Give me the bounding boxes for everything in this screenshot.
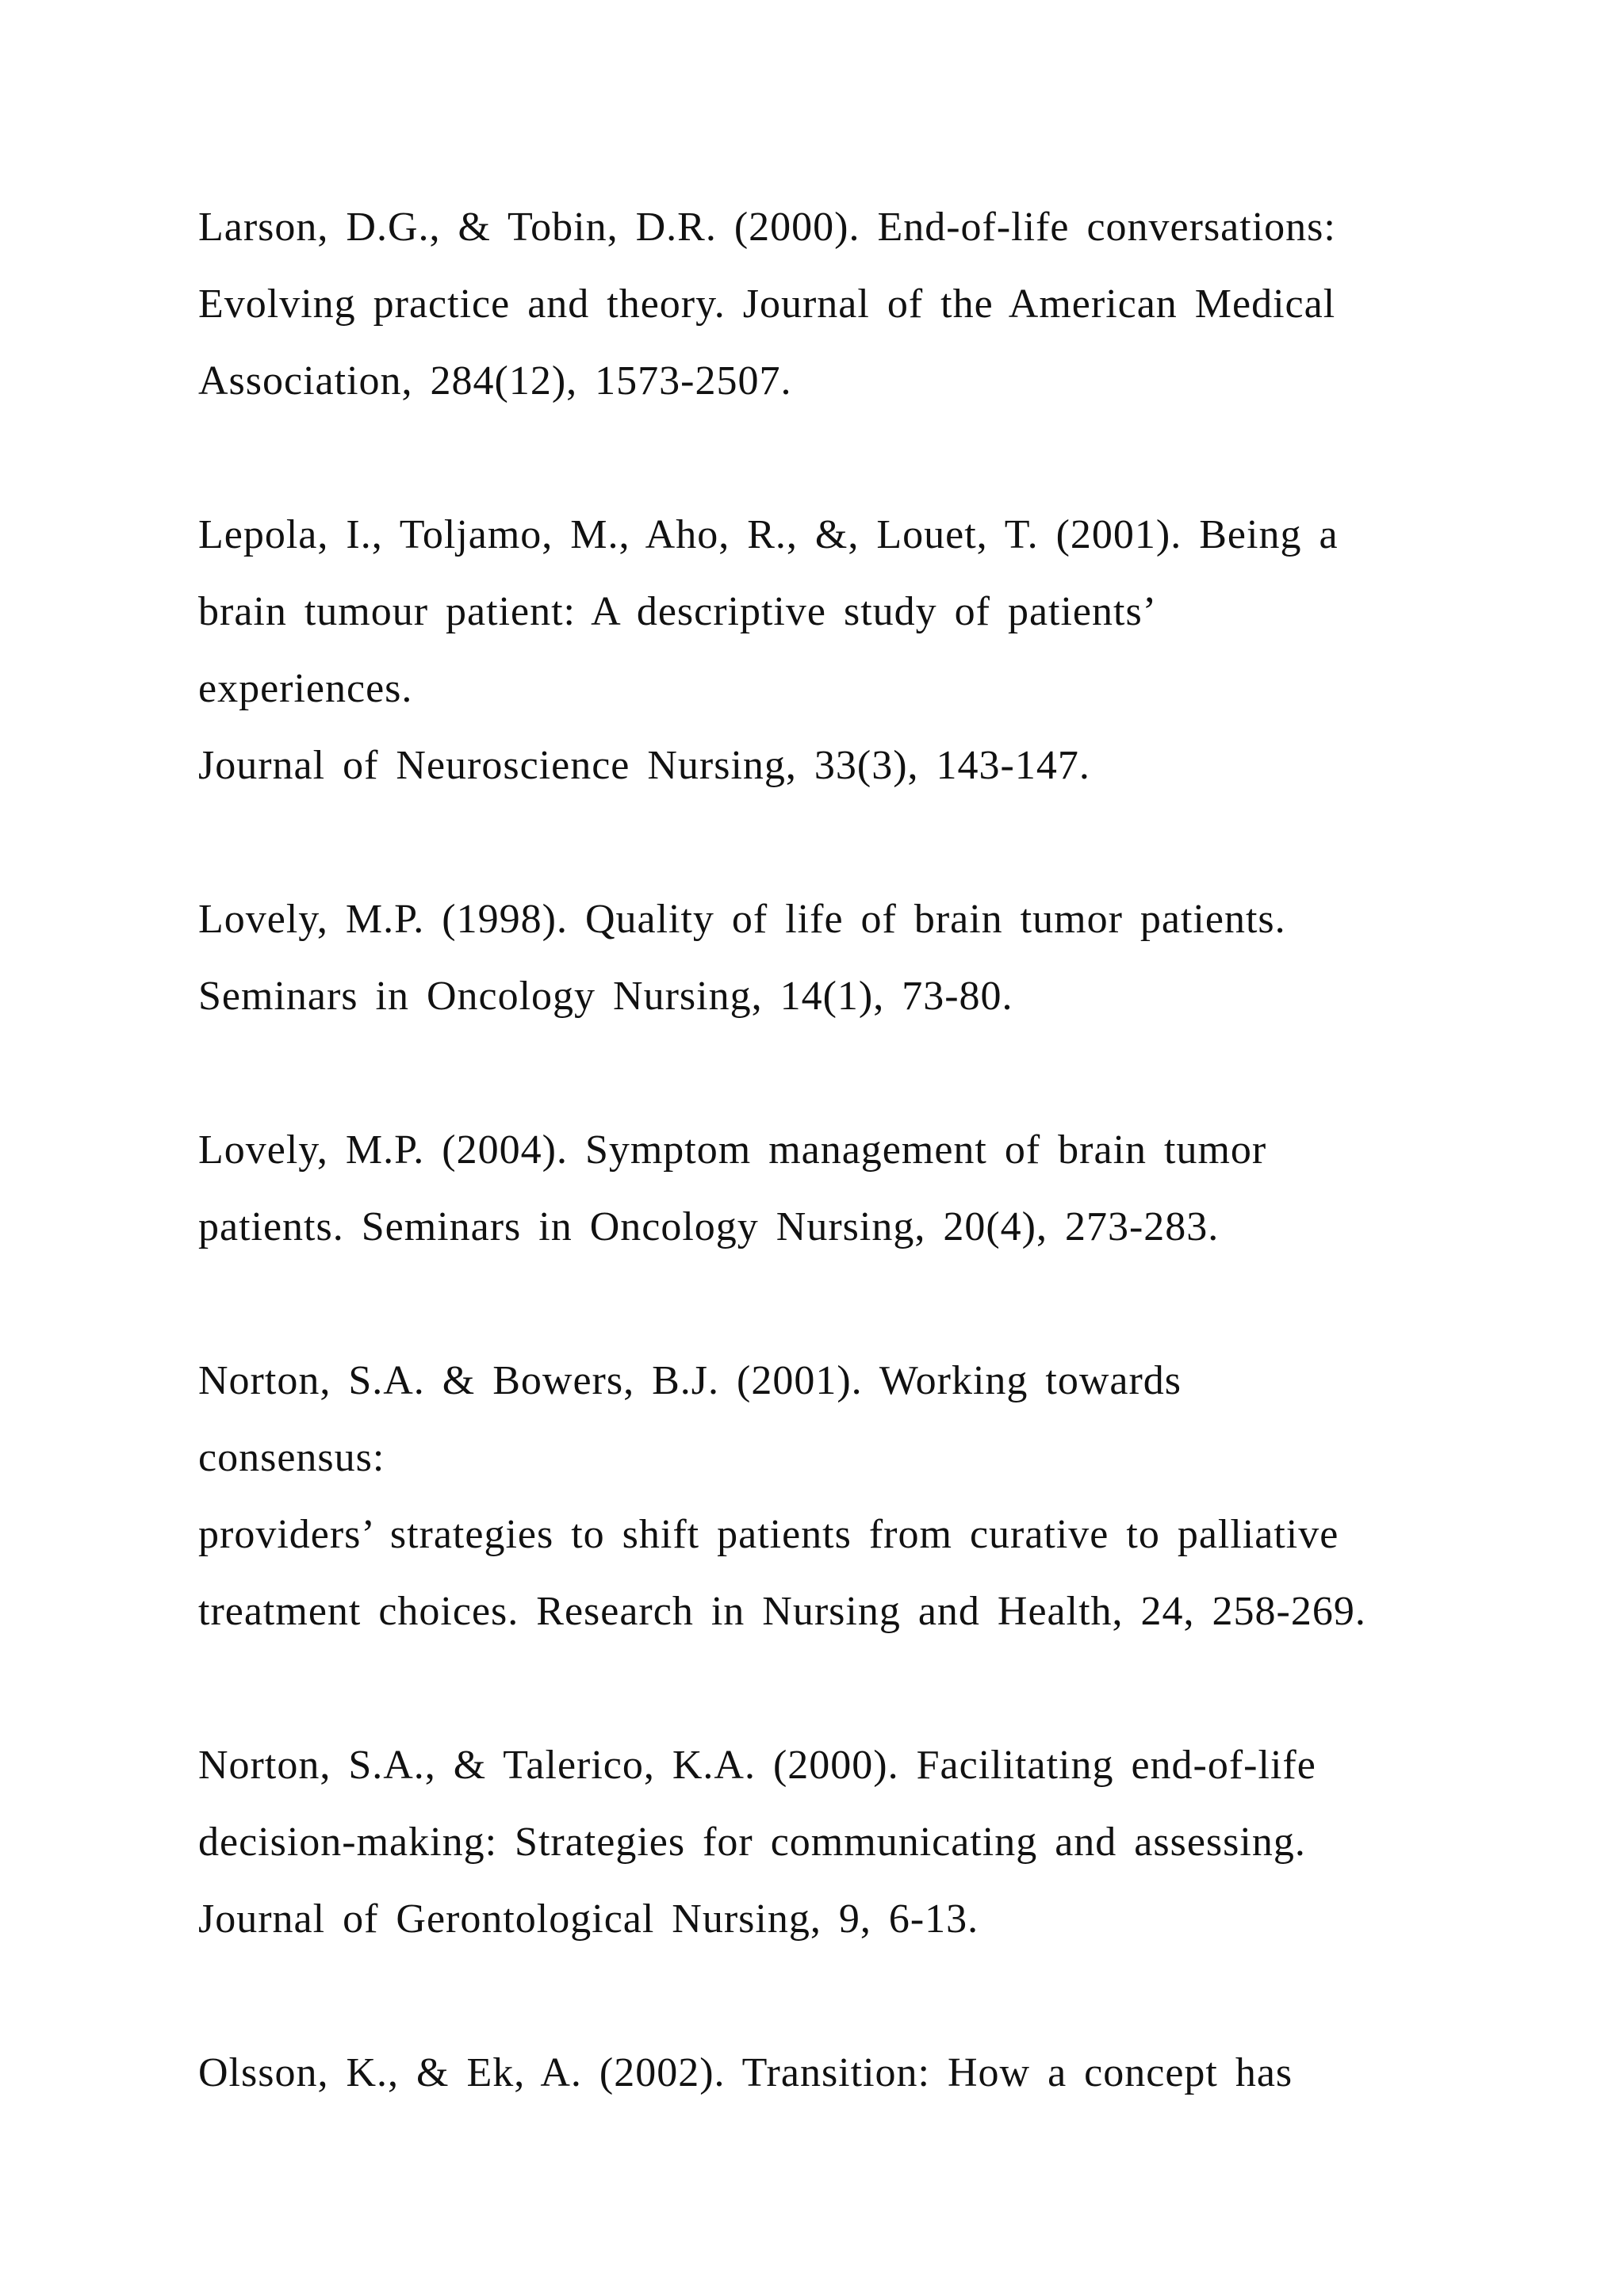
reference-line: providers’ strategies to shift patients from curative to palliative xyxy=(198,1512,1339,1557)
reference-line: Lovely, M.P. (2004). Symptom management of brain tumor xyxy=(198,1127,1267,1173)
reference-line: Norton, S.A. & Bowers, B.J. (2001). Working towards xyxy=(198,1358,1182,1403)
reference-line: experiences. xyxy=(198,666,413,711)
reference-line: Evolving practice and theory. Journal of the American Medical xyxy=(198,281,1336,327)
reference-entry xyxy=(198,496,1499,804)
reference-line: Lovely, M.P. (1998). Quality of life of brain tumor patients. xyxy=(198,897,1286,942)
reference-line: patients. Seminars in Oncology Nursing, 20(4), 273-283. xyxy=(198,1204,1220,1249)
reference-line: Journal of Neuroscience Nursing, 33(3), 143-147. xyxy=(198,743,1090,788)
reference-line: decision-making: Strategies for communicating and assessing. xyxy=(198,1820,1306,1865)
reference-list xyxy=(198,189,1499,2188)
reference-line: Lepola, I., Toljamo, M., Aho, R., &, Louet, T. (2001). Being a xyxy=(198,512,1339,557)
reference-line: Journal of Gerontological Nursing, 9, 6-13. xyxy=(198,1896,979,1942)
reference-line: consensus: xyxy=(198,1435,385,1480)
reference-entry xyxy=(198,1727,1499,1957)
reference-entry xyxy=(198,1112,1499,1265)
reference-line: brain tumour patient: A descriptive study of patients’ xyxy=(198,589,1158,634)
reference-line: treatment choices. Research in Nursing and Health, 24, 258-269. xyxy=(198,1589,1366,1634)
reference-entry xyxy=(198,1342,1499,1650)
reference-entry xyxy=(198,881,1499,1035)
reference-line: Larson, D.G., & Tobin, D.R. (2000). End-of-life conversations: xyxy=(198,205,1336,250)
reference-line: Association, 284(12), 1573-2507. xyxy=(198,358,792,404)
reference-line: Seminars in Oncology Nursing, 14(1), 73-80. xyxy=(198,974,1013,1019)
reference-line: Norton, S.A., & Talerico, K.A. (2000). Facilitating end-of-life xyxy=(198,1743,1316,1788)
reference-entry xyxy=(198,2034,1499,2111)
reference-line: Olsson, K., & Ek, A. (2002). Transition: How a concept has xyxy=(198,2050,1293,2095)
reference-entry xyxy=(198,189,1499,419)
